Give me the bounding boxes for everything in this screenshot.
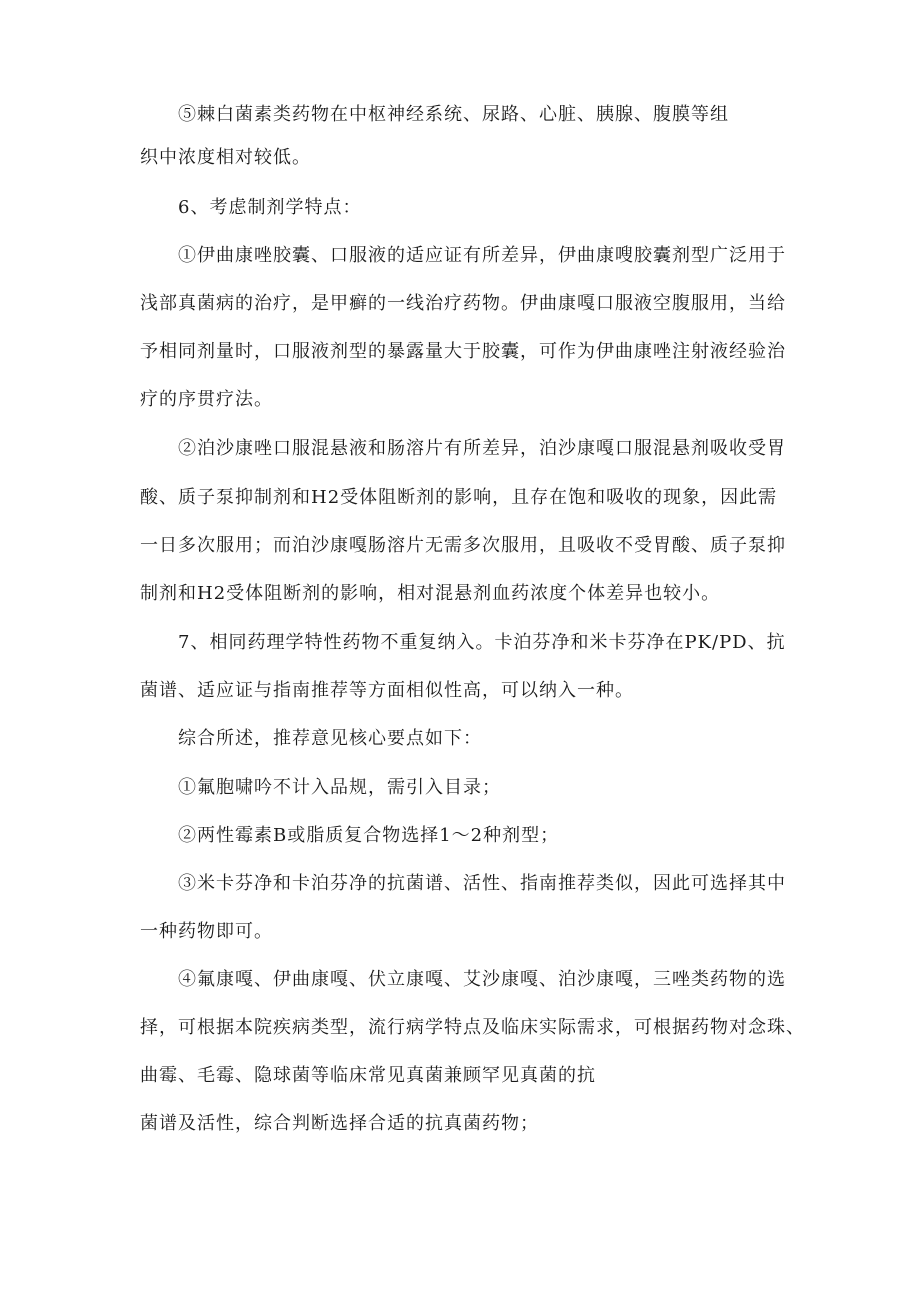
paragraph-line: 疗的序贯疗法。 bbox=[140, 389, 273, 410]
paragraph-line: ②泊沙康唑口服混悬液和肠溶片有所差异，泊沙康嘎口服混悬剂吸收受胃 bbox=[178, 438, 786, 459]
paragraph-line: 织中浓度相对较低。 bbox=[140, 147, 311, 168]
paragraph-line: ⑤棘白菌素类药物在中枢神经系统、尿路、心脏、胰腺、腹膜等组 bbox=[178, 104, 729, 125]
paragraph-line: 一日多次服用；而泊沙康嘎肠溶片无需多次服用，且吸收不受胃酸、质子泵抑 bbox=[140, 535, 786, 556]
paragraph-line: 制剂和H2受体阻断剂的影响，相对混悬剂血药浓度个体差异也较小。 bbox=[140, 583, 721, 604]
list-item-continuation: 菌谱及活性，综合判断选择合适的抗真菌药物； bbox=[140, 1113, 539, 1134]
list-item: ④氟康嘎、伊曲康嘎、伏立康嘎、艾沙康嘎、泊沙康嘎，三唑类药物的选 bbox=[178, 969, 786, 990]
summary-heading: 综合所述，推荐意见核心要点如下： bbox=[178, 728, 482, 749]
paragraph-line: 浅部真菌病的治疗，是甲癣的一线治疗药物。伊曲康嘎口服液空腹服用，当给 bbox=[140, 293, 786, 314]
list-item-continuation: 择，可根据本院疾病类型，流行病学特点及临床实际需求，可根据药物对念珠、 bbox=[140, 1017, 805, 1038]
paragraph-line: 予相同剂量时，口服液剂型的暴露量大于胶囊，可作为伊曲康唑注射液经验治 bbox=[140, 341, 786, 362]
section-heading: 7、相同药理学特性药物不重复纳入。卡泊芬净和米卡芬净在PK/PD、抗 bbox=[178, 632, 786, 653]
paragraph-line: 菌谱、适应证与指南推荐等方面相似性高，可以纳入一种。 bbox=[140, 680, 634, 701]
section-heading: 6、考虑制剂学特点： bbox=[178, 197, 362, 218]
list-item-continuation: 一种药物即可。 bbox=[140, 921, 273, 942]
list-item: ②两性霉素B或脂质复合物选择1～2种剂型； bbox=[178, 825, 560, 846]
list-item: ③米卡芬净和卡泊芬净的抗菌谱、活性、指南推荐类似，因此可选择其中 bbox=[178, 873, 786, 894]
paragraph-line: ①伊曲康唑胶囊、口服液的适应证有所差异，伊曲康嗖胶囊剂型广泛用于 bbox=[178, 245, 786, 266]
list-item: ①氟胞啸吟不计入品规，需引入目录； bbox=[178, 777, 501, 798]
paragraph-line: 酸、质子泵抑制剂和H2受体阻断剂的影响，且存在饱和吸收的现象，因此需 bbox=[140, 487, 778, 508]
list-item-continuation: 曲霉、毛霉、隐球菌等临床常见真菌兼顾罕见真菌的抗 bbox=[140, 1065, 596, 1086]
